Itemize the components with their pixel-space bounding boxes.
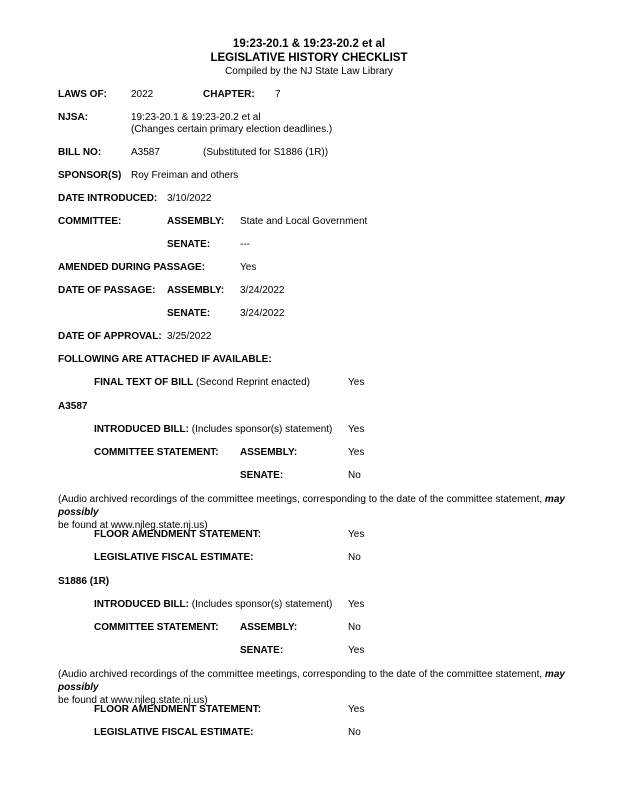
chapter-label: CHAPTER: (203, 89, 255, 100)
passage-senate-value: 3/24/2022 (240, 308, 285, 319)
page-title: LEGISLATIVE HISTORY CHECKLIST (210, 52, 408, 64)
date-of-approval-value: 3/25/2022 (167, 331, 212, 342)
compiled-by: Compiled by the NJ State Law Library (225, 66, 393, 77)
s1886-audio-note (58, 668, 606, 707)
s1886-floor-label: FLOOR AMENDMENT STATEMENT: (94, 704, 262, 715)
a3587-introduced-row (94, 424, 332, 435)
committee-senate-value: --- (240, 239, 250, 250)
date-introduced-label: DATE INTRODUCED: (58, 193, 158, 204)
final-text-label: FINAL TEXT OF BILL (94, 377, 194, 388)
s1886-introduced-value: Yes (348, 599, 365, 610)
committee-label: COMMITTEE: (58, 216, 122, 227)
njsa-value: 19:23-20.1 & 19:23-20.2 et al (131, 112, 261, 123)
s1886-audio-note-end: be found at www.njleg.state.nj.us) (58, 695, 208, 706)
njsa-label: NJSA: (58, 112, 89, 123)
bill-no-label: BILL NO: (58, 147, 102, 158)
a3587-heading: A3587 (58, 401, 88, 412)
s1886-audio-note-emphasis: may possibly (58, 669, 565, 693)
s1886-senate-value: Yes (348, 645, 365, 656)
a3587-floor-label: FLOOR AMENDMENT STATEMENT: (94, 529, 262, 540)
committee-senate-label: SENATE: (167, 239, 211, 250)
a3587-assembly-value: Yes (348, 447, 365, 458)
laws-of-label: LAWS OF: (58, 89, 107, 100)
s1886-introduced-row (94, 599, 332, 610)
a3587-audio-note-start: (Audio archived recordings of the committee meetings, corresponding to the date of the committee statement, (58, 494, 543, 505)
date-of-approval-label: DATE OF APPROVAL: (58, 331, 162, 342)
committee-assembly-label: ASSEMBLY: (167, 216, 225, 227)
sponsor-value: Roy Freiman and others (131, 170, 239, 181)
s1886-assembly-value: No (348, 622, 361, 633)
a3587-assembly-label: ASSEMBLY: (240, 447, 298, 458)
s1886-fiscal-value: No (348, 727, 361, 738)
a3587-fiscal-label: LEGISLATIVE FISCAL ESTIMATE: (94, 552, 254, 563)
passage-senate-label: SENATE: (167, 308, 211, 319)
amended-value: Yes (240, 262, 257, 273)
s1886-assembly-label: ASSEMBLY: (240, 622, 298, 633)
committee-assembly-value: State and Local Government (240, 216, 368, 227)
a3587-audio-note-emphasis: may possibly (58, 494, 565, 518)
final-text-value: Yes (348, 377, 365, 388)
s1886-audio-note-start: (Audio archived recordings of the committee meetings, corresponding to the date of the committee statement, (58, 669, 543, 680)
a3587-floor-value: Yes (348, 529, 365, 540)
s1886-committee-statement-label: COMMITTEE STATEMENT: (94, 622, 219, 633)
s1886-heading: S1886 (1R) (58, 576, 110, 587)
final-text-row (94, 377, 310, 388)
a3587-audio-note (58, 493, 606, 532)
citation-heading: 19:23-20.1 & 19:23-20.2 et al (232, 38, 386, 50)
amended-label: AMENDED DURING PASSAGE: (58, 262, 206, 273)
following-heading: FOLLOWING ARE ATTACHED IF AVAILABLE: (58, 354, 272, 365)
date-introduced-value: 3/10/2022 (167, 193, 212, 204)
s1886-floor-value: Yes (348, 704, 365, 715)
passage-assembly-value: 3/24/2022 (240, 285, 285, 296)
passage-assembly-label: ASSEMBLY: (167, 285, 225, 296)
a3587-fiscal-value: No (348, 552, 361, 563)
date-of-passage-label: DATE OF PASSAGE: (58, 285, 156, 296)
bill-substituted: (Substituted for S1886 (1R)) (203, 147, 329, 158)
s1886-senate-label: SENATE: (240, 645, 284, 656)
a3587-audio-note-end: be found at www.njleg.state.nj.us) (58, 520, 208, 531)
s1886-fiscal-label: LEGISLATIVE FISCAL ESTIMATE: (94, 727, 254, 738)
sponsor-label: SPONSOR(S) (58, 170, 122, 181)
a3587-senate-value: No (348, 470, 361, 481)
njsa-description: (Changes certain primary election deadlines.) (131, 124, 333, 135)
a3587-introduced-note: (Includes sponsor(s) statement) (191, 424, 333, 435)
s1886-introduced-label: INTRODUCED BILL: (94, 599, 189, 610)
a3587-senate-label: SENATE: (240, 470, 284, 481)
laws-of-value: 2022 (131, 89, 154, 100)
final-text-note: (Second Reprint enacted) (196, 377, 311, 388)
bill-no-value: A3587 (131, 147, 160, 158)
a3587-introduced-value: Yes (348, 424, 365, 435)
s1886-introduced-note: (Includes sponsor(s) statement) (191, 599, 333, 610)
a3587-committee-statement-label: COMMITTEE STATEMENT: (94, 447, 219, 458)
chapter-value: 7 (275, 89, 281, 100)
a3587-introduced-label: INTRODUCED BILL: (94, 424, 189, 435)
